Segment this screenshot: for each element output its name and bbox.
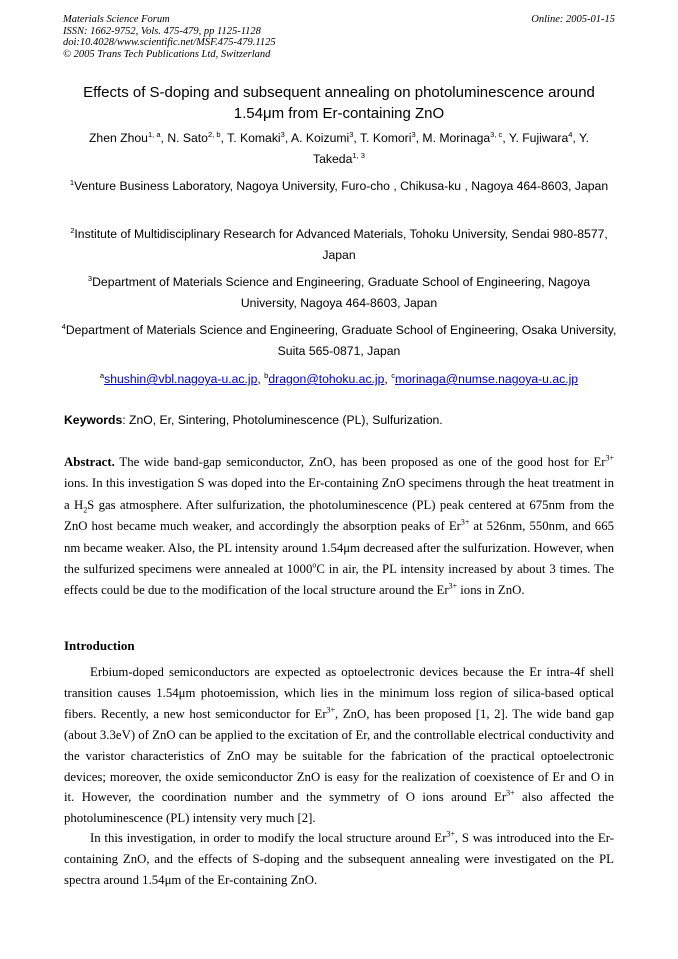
online-date: Online: 2005-01-15 xyxy=(531,14,615,25)
author-emails xyxy=(60,369,618,390)
email-link[interactable]: dragon@tohoku.ac.jp xyxy=(268,372,385,386)
journal-copyright: © 2005 Trans Tech Publications Ltd, Switzerland xyxy=(63,48,271,60)
author-affiliation-marker: 3, c xyxy=(490,129,503,139)
abstract-text: at 526nm, 550nm, and 665 nm became weaker. Also, the PL intensity around 1.54μm decreased after the sulfurization. However, when the sulfurized specimens were annealed at 1000 xyxy=(64,519,614,577)
affiliation-text: Department of Materials Science and Engineering, Graduate School of Engineering, Nagoya University, Nagoya 464-8603, Japan xyxy=(92,275,591,310)
affiliation xyxy=(60,224,618,266)
subscript: 2 xyxy=(83,505,88,515)
ion-charge: 3+ xyxy=(446,829,455,839)
paragraph-text: Erbium-doped semiconductors are expected as optoelectronic devices because the Er intra-4f shell transition causes 1.54μm photoemission, which lies in the minimum loss region of silica-based optical fibers. Recently, a new host semiconductor for Er xyxy=(64,665,614,721)
author-name: T. Komori xyxy=(359,131,412,145)
affiliation-number: 2 xyxy=(70,225,75,235)
body-paragraph xyxy=(64,662,614,829)
journal-doi: doi:10.4028/www.scientific.net/MSF.475-479.1125 xyxy=(63,37,276,48)
abstract-label: Abstract. xyxy=(64,455,115,469)
affiliation-text: Venture Business Laboratory, Nagoya University, Furo-cho , Chikusa-ku , Nagoya 464-8603, Japan xyxy=(74,179,609,193)
author-separator: , xyxy=(284,131,291,145)
body-paragraph xyxy=(64,828,614,891)
affiliation-number: 1 xyxy=(69,177,75,187)
author-separator: , xyxy=(353,131,360,145)
author-name: Y. Fujiwara xyxy=(508,131,569,145)
affiliation-number: 4 xyxy=(61,321,66,331)
keywords-text: : ZnO, Er, Sintering, Photoluminescence (PL), Sulfurization. xyxy=(122,413,443,427)
affiliation xyxy=(60,176,618,197)
author-affiliation-marker: 3 xyxy=(349,129,354,139)
author-name: M. Morinaga xyxy=(422,131,491,145)
paragraph-text: , ZnO, has been proposed [1, 2]. The wide band gap (about 3.3eV) of ZnO can be applied to the excitation of Er, and the controllable electrical conductivity and the varistor characteristics of ZnO may be suitable for the fabrication of the practical optoelectronic devices; moreover, the oxide semiconductor ZnO is easy for the realization of coexistence of Er and O in it. However, the coordination number and the symmetry of O ions around Er xyxy=(64,706,614,805)
paragraph-text: , S was introduced into the Er-containing ZnO, and the effects of S-doping and the subsequent annealing were investigated on the PL spectra around 1.54μm of the Er-containing ZnO. xyxy=(64,831,614,887)
affiliation-text: Department of Materials Science and Engineering, Graduate School of Engineering, Osaka University, Suita 565-0871, Japan xyxy=(65,323,617,358)
author-name: Zhen Zhou xyxy=(88,131,148,145)
degree-symbol: o xyxy=(312,560,317,570)
keywords-label: Keywords xyxy=(64,413,123,427)
ion-charge: 3+ xyxy=(506,789,515,799)
paper-title xyxy=(50,82,628,124)
ion-charge: 3+ xyxy=(460,517,470,527)
ion-charge: 3+ xyxy=(605,453,614,463)
author-separator: , xyxy=(220,131,228,145)
author-name: Y. Takeda xyxy=(313,131,589,166)
email-separator: , xyxy=(384,372,392,386)
author-affiliation-marker: 2, b xyxy=(207,129,221,139)
abstract-text: ions. In this investigation S was doped into the Er-containing ZnO specimens through the heat treatment in a H xyxy=(64,476,614,512)
paragraph-text: also affected the photoluminescence (PL) intensity very much [2]. xyxy=(64,790,614,826)
author-affiliation-marker: 3 xyxy=(280,129,285,139)
email-link[interactable]: morinaga@numse.nagoya-u.ac.jp xyxy=(394,372,579,386)
ion-charge: 3+ xyxy=(448,582,458,592)
journal-issn: ISSN: 1662-9752, Vols. 475-479, pp 1125-1128 xyxy=(63,25,261,37)
author-separator: , xyxy=(160,131,168,145)
email-separator: , xyxy=(257,372,265,386)
section-heading-introduction: Introduction xyxy=(64,638,135,653)
journal-name: Materials Science Forum xyxy=(63,14,170,25)
keywords xyxy=(64,410,614,430)
email-marker: a xyxy=(99,370,105,380)
author-separator: , xyxy=(415,131,423,145)
author-affiliation-marker: 3 xyxy=(411,129,416,139)
author-name: T. Komaki xyxy=(227,131,281,145)
email-link[interactable]: shushin@vbl.nagoya-u.ac.jp xyxy=(104,372,258,386)
affiliation-number: 3 xyxy=(87,273,93,283)
journal-info xyxy=(63,14,276,60)
email-marker: b xyxy=(264,370,269,380)
author-separator: , xyxy=(502,131,509,145)
abstract-text: C in air, the PL intensity increased by about 3 times. The effects could be due to the modification of the local structure around the Er xyxy=(64,562,615,598)
author-affiliation-marker: 4 xyxy=(568,129,573,139)
author-separator: , xyxy=(572,131,580,145)
ion-charge: 3+ xyxy=(326,705,336,715)
paragraph-text: In this investigation, in order to modify the local structure around Er xyxy=(90,831,447,845)
author-name: N. Sato xyxy=(167,131,208,145)
affiliation-text: Institute of Multidisciplinary Research for Advanced Materials, Tohoku University, Sendai 980-8577, Japan xyxy=(74,227,608,262)
title-line: Effects of S-doping and subsequent annealing on photoluminescence around xyxy=(83,84,595,101)
affiliation xyxy=(60,320,618,362)
email-marker: c xyxy=(391,370,395,380)
author-list xyxy=(66,128,612,170)
author-affiliation-marker: 1, 3 xyxy=(352,150,365,160)
affiliation xyxy=(60,272,618,314)
abstract-text: The wide band-gap semiconductor, ZnO, has been proposed as one of the good host for Er xyxy=(114,455,606,469)
title-line: 1.54μm from Er-containing ZnO xyxy=(233,105,445,122)
abstract xyxy=(64,452,614,602)
author-affiliation-marker: 1, a xyxy=(147,129,161,139)
abstract-text: ions in ZnO. xyxy=(457,583,525,598)
abstract-text: S gas atmosphere. After sulfurization, the photoluminescence (PL) peak centered at 675nm from the ZnO host became much weaker, and accordingly the absorption peaks of Er xyxy=(64,497,614,534)
author-name: A. Koizumi xyxy=(290,131,350,145)
